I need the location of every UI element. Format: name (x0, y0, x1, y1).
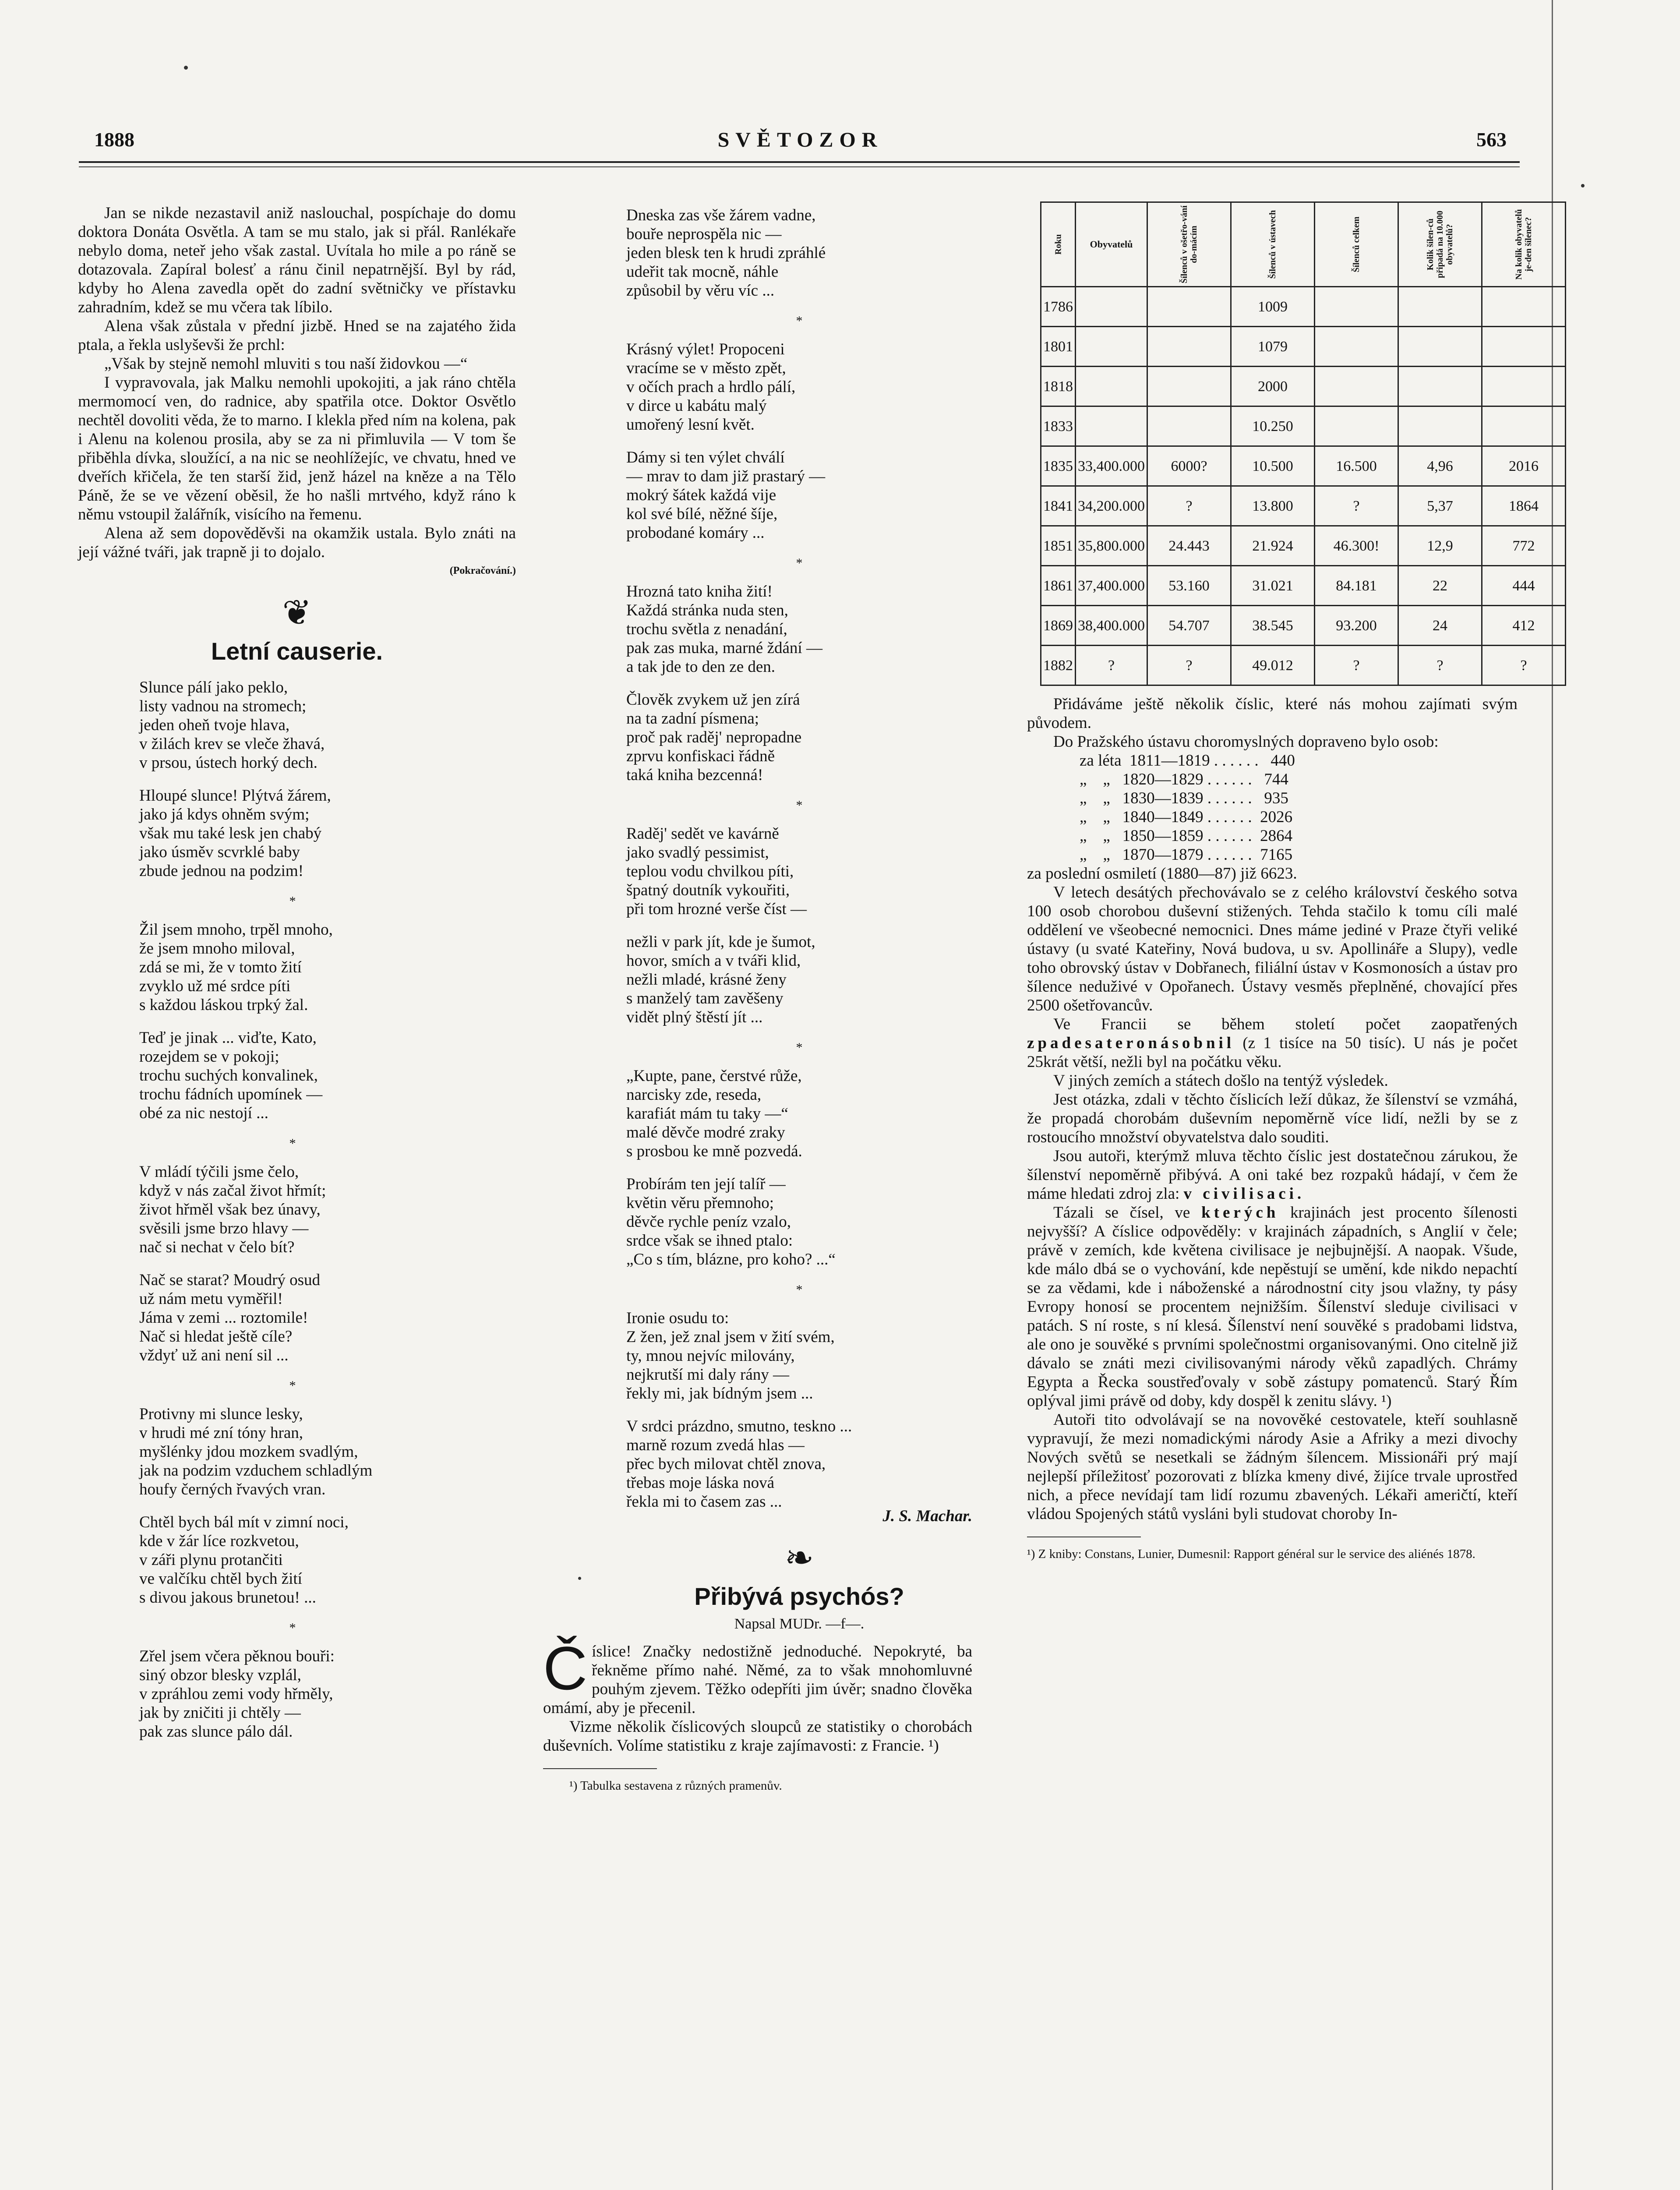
verse-line: ve valčíku chtěl bych žití (139, 1570, 302, 1588)
verse-line: zdá se mi, že v tomto žití (139, 958, 302, 976)
table-cell (1147, 327, 1231, 367)
verse-line: Teď je jinak ... viďte, Kato, (139, 1029, 317, 1047)
table-cell: 46.300! (1315, 526, 1398, 566)
verse-line: nač si nechat v čelo bít? (139, 1238, 295, 1256)
verse-line: ty, mnou nejvíc milovány, (626, 1347, 795, 1365)
table-row (1041, 406, 1566, 446)
table-cell: 6000? (1147, 446, 1231, 486)
verse-line: jako svadlý pessimist, (626, 844, 769, 862)
drop-cap: Č (543, 1634, 588, 1703)
causerie-title: Letní causerie. (211, 637, 383, 665)
verse-line: trochu světla z nenadání, (626, 620, 787, 638)
stanza (626, 1067, 972, 1161)
verse-line: probodané komáry ... (626, 524, 765, 542)
stanza (626, 1309, 972, 1403)
article-paragraph: Ve Francii se během století počet zaopatřených zpadesateronásobnil (z 1 tisíce na 50 tisíc). U nás je počet 25krát větší, nežli byl na počátku věku. (1027, 1015, 1518, 1071)
asterisk-divider: * (289, 894, 296, 908)
verse-line: už nám metu vyměřil! (139, 1290, 283, 1308)
verse-line: Z žen, jež znal jsem v žití svém, (626, 1328, 835, 1346)
stanza (626, 933, 972, 1027)
verse-line: umořený lesní květ. (626, 416, 755, 434)
table-cell (1315, 367, 1398, 406)
stanza (626, 206, 972, 300)
table-cell: 93.200 (1315, 606, 1398, 646)
verse-line: trochu fádních upomínek — (139, 1085, 323, 1103)
table-cell (1482, 367, 1566, 406)
verse-line: a tak jde to den ze den. (626, 658, 776, 676)
verse-line: Hrozná tato kniha žití! (626, 583, 773, 600)
verse-line: V mládí týčili jsme čelo, (139, 1163, 299, 1181)
table-cell: 2016 (1482, 446, 1566, 486)
article-intro (543, 1634, 972, 1717)
column-header: Šílenců v ošetřo-vání do-mácím (1147, 202, 1231, 287)
table-cell: ? (1482, 646, 1566, 685)
table-cell (1147, 367, 1231, 406)
table-cell: 31.021 (1231, 566, 1315, 606)
table-cell: 444 (1482, 566, 1566, 606)
verse-line: bouře neprospěla nic — (626, 225, 782, 243)
asterisk-divider: * (289, 1378, 296, 1393)
article-paragraph: V letech desátých přechovávalo se z celého království českého sotva 100 osob chorobou duševní stižených. Tehda stačilo k tomu cíli malé oddělení ve všeobecné nemocnici. Dnes máme jediné v Praze čtyři veliké ústavy (u svaté Kateřiny, Nová budova, u sv. Apollináře a Slupy), vedle toho obrovský ústav v Dobřanech, filiální ústav v Kosmonosích a ústav pro šílence neduživé v Opořanech. Ústavy vesměs přeplněné, chovající přes 2500 ošetřovancův. (1027, 883, 1518, 1014)
verse-line: pak zas slunce pálo dál. (139, 1723, 293, 1741)
verse-line: obé za nic nestojí ... (139, 1104, 268, 1122)
verse-line: Krásný výlet! Propoceni (626, 340, 785, 358)
verse-line: Nač se starat? Moudrý osud (139, 1271, 321, 1289)
verse-line: při tom hrozné verše číst — (626, 900, 807, 918)
verse-line: v prsou, ústech horký dech. (139, 754, 318, 772)
table-cell: ? (1147, 646, 1231, 685)
table-cell: 10.250 (1231, 406, 1315, 446)
verse-line: srdce však se ihned ptalo: (626, 1232, 793, 1250)
table-cell (1076, 327, 1147, 367)
verse-line: kol své bílé, něžné šíje, (626, 505, 778, 523)
article-paragraph: V jiných zemích a státech došlo na tentýž výsledek. (1053, 1072, 1388, 1090)
verse-line: řekly mi, jak bídným jsem ... (626, 1385, 813, 1402)
column-1 (78, 204, 516, 1755)
verse-line: myšlénky jdou mozkem svadlým, (139, 1443, 358, 1461)
column-header: Na kolik obyvatelů je-den šílenec? (1482, 202, 1566, 287)
verse-line: nežli v park jít, kde je šumot, (626, 933, 815, 951)
stanza (139, 1162, 516, 1257)
list-item: za léta 1811—1819 . . . . . . 440 (1080, 752, 1295, 770)
verse-line: mokrý šátek každá vije (626, 486, 776, 504)
verse-line: Zřel jsem včera pěknou bouři: (139, 1647, 335, 1665)
article-paragraph: Jest otázka, zdali v těchto číslicích leží důkaz, že šílenství se vzmáhá, že propadá chorobám duševním nepoměrně více lidí, nežli by se z rostoucího množství obyvatelstva dalo souditi. (1027, 1091, 1518, 1146)
story-paragraph: Alena však zůstala v přední jizbě. Hned se na zajatého žida ptala, a řekla uslyševši že prchl: (78, 317, 516, 354)
verse-line: s divou jakous brunetou! ... (139, 1589, 316, 1607)
footnote: ¹) Tabulka sestavena z různých pramenův. (569, 1779, 782, 1793)
verse-line: listy vadnou na stromech; (139, 697, 307, 715)
verse-line: Hloupé slunce! Plýtvá žárem, (139, 787, 331, 805)
verse-line: přec bych milovat chtěl znova, (626, 1455, 826, 1473)
table-cell (1398, 367, 1482, 406)
speck (578, 1577, 581, 1580)
verse-line: v žilách krev se vleče žhavá, (139, 735, 325, 753)
list-item: za poslední osmiletí (1880—87) již 6623. (1027, 865, 1297, 883)
header-year: 1888 (94, 128, 134, 151)
stanza (139, 920, 516, 1014)
verse-line: v záři plynu protančiti (139, 1551, 283, 1569)
stanza (139, 786, 516, 880)
column-header: Roku (1041, 202, 1076, 287)
table-cell: 1801 (1041, 327, 1076, 367)
verse-line: marně rozum zvedá hlas — (626, 1436, 805, 1454)
footnote-rule (543, 1768, 657, 1769)
admission-list (1080, 751, 1518, 864)
verse-line: Nač si hledat ještě cíle? (139, 1328, 293, 1346)
verse-line: v očích prach a hrdlo pálí, (626, 378, 796, 396)
stanza (626, 824, 972, 918)
verse-line: v zpráhlou zemi vody hřměly, (139, 1685, 333, 1703)
article-title: Přibývá psychós? (694, 1582, 904, 1610)
asterisk-divider: * (796, 798, 803, 812)
verse-line: Každá stránka nuda sten, (626, 601, 788, 619)
intro-text: íslice! Značky nedostižně jednoduché. Nepokryté, ba řekněme přímo nahé. Němé, za to však mnohomluvné pouhým zjevem. Těžko odepříti jim úvěr; snadno člověka omámí, aby je přecenil. (543, 1642, 972, 1717)
header-rule-thin (79, 166, 1520, 167)
table-header-row (1041, 202, 1566, 287)
verse-line: zprvu konfiskaci řádně (626, 747, 775, 765)
verse-line: siný obzor blesky vzplál, (139, 1666, 301, 1684)
verse-line: jako úsměv scvrklé baby (139, 843, 300, 861)
table-cell: 12,9 (1398, 526, 1482, 566)
table-cell (1076, 406, 1147, 446)
verse-line: svěsili jsme brzo hlavy — (139, 1219, 309, 1237)
table-cell: 1835 (1041, 446, 1076, 486)
article-paragraph: Jsou autoři, kterýmž mluva těchto číslic jest dostatečnou zárukou, že šílenství nepoměrně přibývá. A oni také bez rozpaků hádají, v čem že máme hledati zdroj zla: v civilisaci. (1027, 1147, 1518, 1203)
verse-line: Ironie osudu to: (626, 1309, 729, 1327)
story-paragraph: I vypravovala, jak Malku nemohli upokojiti, a jak ráno chtěla mermomocí ven, do radnice, aby spatřila otce. Doktor Osvětlo nechtěl dovoliti věda, že to marno. I klekla před ním na kolena, pak i Alenu na kolenou prosila, aby se za ni přimluvila — V tom še přiběhla dívka, sloužící, a na nic se neohlížejíc, ve chvatu, hned ve dveřích křičela, že ten starší žid, jenž házel na kněze a na Tělo Páně, že se ve vězení oběsil, že ho našli mrtvého, když ráno k němu vstoupil žalářník, visícího na řemenu. (78, 374, 516, 523)
table-cell (1147, 406, 1231, 446)
table-cell: ? (1147, 486, 1231, 526)
column-header: Obyvatelů (1076, 202, 1147, 287)
table-cell: 1882 (1041, 646, 1076, 685)
table-cell: 53.160 (1147, 566, 1231, 606)
table-cell: 34,200.000 (1076, 486, 1147, 526)
column-2 (543, 206, 972, 1794)
poem (78, 678, 516, 1741)
verse-line: „Kupte, pane, čerstvé růže, (626, 1067, 802, 1085)
table-cell: 772 (1482, 526, 1566, 566)
asterisk-divider: * (796, 314, 803, 328)
table-cell: 1786 (1041, 287, 1076, 327)
table-row (1041, 367, 1566, 406)
verse-line: vracíme se v město zpět, (626, 359, 786, 377)
verse-line: houfy černých řvavých vran. (139, 1480, 326, 1498)
speck (184, 66, 188, 70)
asterisk-divider: * (796, 556, 803, 570)
table-cell: ? (1398, 646, 1482, 685)
table-cell (1482, 327, 1566, 367)
verse-line: V srdci prázdno, smutno, teskno ... (626, 1417, 852, 1435)
table-cell: 35,800.000 (1076, 526, 1147, 566)
table-row (1041, 566, 1566, 606)
page-number: 563 (1476, 128, 1507, 151)
table-cell: 1079 (1231, 327, 1315, 367)
table-cell: 1869 (1041, 606, 1076, 646)
verse-line: Probírám ten její talíř — (626, 1175, 786, 1193)
stanza (626, 1175, 972, 1269)
verse-line: Člověk zvykem už jen zírá (626, 691, 800, 709)
verse-line: s prosbou ke mně pozvedá. (626, 1142, 802, 1160)
stanza (139, 1028, 516, 1123)
table-cell: 2000 (1231, 367, 1315, 406)
verse-line: jeden blesk ten k hrudi zpráhlé (626, 244, 826, 262)
table-cell: 1861 (1041, 566, 1076, 606)
table-cell: 49.012 (1231, 646, 1315, 685)
stanza (626, 582, 972, 676)
table-cell: ? (1315, 646, 1398, 685)
table-cell: 4,96 (1398, 446, 1482, 486)
stanza (139, 678, 516, 772)
verse-line: — mrav to dam již prastarý — (626, 467, 826, 485)
table-cell (1482, 406, 1566, 446)
verse-line: jak by zničiti ji chtěly — (139, 1704, 301, 1722)
verse-line: Dneska zas vše žárem vadne, (626, 206, 816, 224)
stanza (139, 1405, 516, 1499)
running-header (94, 128, 1507, 154)
verse-line: „Co s tím, blázne, pro koho? ...“ (626, 1250, 836, 1268)
table-cell (1147, 287, 1231, 327)
verse-line: jak na podzim vzduchem schladlým (139, 1462, 373, 1480)
poem-signature: J. S. Machar. (882, 1507, 972, 1525)
header-rule (79, 161, 1520, 163)
verse-line: s každou láskou trpký žal. (139, 996, 308, 1014)
table-cell: 38.545 (1231, 606, 1315, 646)
footnote: ¹) Z kniby: Constans, Lunier, Dumesnil: Rapport général sur le service des aliénés 1878. (1027, 1547, 1475, 1561)
header-title: SVĚTOZOR (717, 128, 883, 152)
table-cell: 16.500 (1315, 446, 1398, 486)
verse-line: udeřit tak mocně, náhle (626, 263, 779, 281)
story-paragraph: Jan se nikde nezastavil aniž naslouchal, pospíchaje do domu doktora Donáta Osvětla. A tam se mu stalo, jak si přál. Ranlékaře nebylo doma, neteř jeho však zastal. Uvítala ho mile a po ráně se dotazovala. Zapíral bolesť a ránu činil nepatrnější. Byl by rád, kdyby ho Alena zavedla opět do zadní světničky ve přístavku zahradním, kdež se mu včera tak líbilo. (78, 204, 516, 316)
article-paragraph: Přidáváme ještě několik číslic, které nás mohou zajímati svým původem. (1027, 695, 1518, 732)
verse-line: Dámy si ten výlet chválí (626, 449, 785, 466)
table-cell (1076, 287, 1147, 327)
table-row (1041, 646, 1566, 685)
verse-line: zbude jednou na podzim! (139, 862, 304, 880)
story-paragraph: Alena až sem dopověděvši na okamžik ustala. Bylo znáti na její vážné tváři, jak trapně ji to dojalo. (78, 524, 516, 561)
verse-line: proč pak raděj' nepropadne (626, 728, 802, 746)
verse-line: způsobil by věru víc ... (626, 282, 775, 300)
list-item: „ „ 1840—1849 . . . . . . 2026 (1080, 808, 1293, 826)
asterisk-divider: * (289, 1621, 296, 1635)
verse-line: nejkrutší mi daly rány — (626, 1366, 789, 1384)
asterisk-divider: * (796, 1040, 803, 1055)
table-cell: 1009 (1231, 287, 1315, 327)
asterisk-divider: * (289, 1136, 296, 1151)
column-header: Kolik šílen-ců připadá na 10.000 obyvatelů? (1398, 202, 1482, 287)
verse-line: hovor, smích a v tváři klid, (626, 952, 801, 970)
table-cell: ? (1315, 486, 1398, 526)
table-cell: 33,400.000 (1076, 446, 1147, 486)
table-cell (1076, 367, 1147, 406)
column-header: Šílenců celkem (1315, 202, 1398, 287)
verse-line: narcisky zde, reseda, (626, 1086, 762, 1104)
ornament-icon: ❦ (282, 594, 312, 632)
verse-line: v dirce u kabátu malý (626, 397, 767, 415)
verse-line: Žil jsem mnoho, trpěl mnoho, (139, 921, 333, 939)
verse-line: na ta zadní písmena; (626, 710, 759, 728)
table-cell: 37,400.000 (1076, 566, 1147, 606)
verse-line: řekla mi to časem zas ... (626, 1493, 782, 1511)
stanza (139, 1513, 516, 1607)
stanza (626, 690, 972, 784)
verse-line: karafiát mám tu taky —“ (626, 1105, 788, 1123)
table-cell (1482, 287, 1566, 327)
article-paragraph: Do Pražského ústavu choromyslných dopraveno bylo osob: (1053, 733, 1439, 751)
verse-line: v hrudi mé zní tóny hran, (139, 1424, 304, 1442)
list-item: „ „ 1850—1859 . . . . . . 2864 (1080, 827, 1293, 845)
verse-line: taká kniha bezcenná! (626, 766, 763, 784)
continued-note: (Pokračování.) (449, 565, 516, 576)
list-item: „ „ 1820—1829 . . . . . . 744 (1080, 770, 1288, 788)
verse-line: pak zas muka, marné ždání — (626, 639, 822, 657)
table-cell: 1841 (1041, 486, 1076, 526)
verse-line: Jáma v zemi ... roztomile! (139, 1309, 308, 1327)
verse-line: rozejdem se v pokoji; (139, 1048, 279, 1066)
table-cell (1315, 406, 1398, 446)
stanza (626, 340, 972, 434)
verse-line: kde v žár líce rozkvetou, (139, 1532, 299, 1550)
stanza (139, 1271, 516, 1365)
article-paragraph: Vizme několik číslicových sloupců ze statistiky o chorobách duševních. Volíme statistiku z kraje zajímavosti: z Francie. ¹) (543, 1718, 972, 1755)
asterisk-divider: * (796, 1282, 803, 1297)
article-paragraph: Autoři tito odvolávají se na novověké cestovatele, kteří souhlasně vypravují, že mezi nomadickými národy Asie a Afriky a mezi divochy Nových světů se nesetkali se žádným šílencem. Missionáři prý mají nejlepší příležitosť pozorovati z blízka kmeny divé, žijíce trvale uprostřed nich, a přece nevídají tam lidí rozumu zbavených. Lékaři američtí, kteří vládou Spojených států vysláni byli studovat choroby In- (1027, 1411, 1518, 1523)
column-3 (1027, 201, 1539, 1562)
table-cell: 24.443 (1147, 526, 1231, 566)
table-cell: 1818 (1041, 367, 1076, 406)
ornament-icon: ❧ (784, 1539, 814, 1578)
verse-line: život hřměl však bez únavy, (139, 1201, 321, 1219)
verse-line: děvče rychle peníz vzalo, (626, 1213, 791, 1231)
table-cell: 1833 (1041, 406, 1076, 446)
verse-line: že jsem mnoho miloval, (139, 940, 295, 957)
table-cell: 13.800 (1231, 486, 1315, 526)
table-cell (1315, 287, 1398, 327)
speck (1581, 184, 1585, 187)
table-cell: ? (1076, 646, 1147, 685)
verse-line: vždyť už ani není sil ... (139, 1346, 289, 1364)
table-cell: 412 (1482, 606, 1566, 646)
column-header: Šílenců v ústavech (1231, 202, 1315, 287)
article-byline: Napsal MUDr. —f—. (734, 1616, 865, 1632)
table-cell: 24 (1398, 606, 1482, 646)
table-cell: 21.924 (1231, 526, 1315, 566)
table-cell: 22 (1398, 566, 1482, 606)
verse-line: Protivny mi slunce lesky, (139, 1405, 303, 1423)
table-row (1041, 606, 1566, 646)
stanza (626, 1417, 972, 1511)
statistics-table (1040, 201, 1566, 686)
verse-line: květin věru přemnoho; (626, 1194, 774, 1212)
table-row (1041, 327, 1566, 367)
table-cell: 1851 (1041, 526, 1076, 566)
verse-line: teplou vodu chvilkou píti, (626, 862, 794, 880)
table-cell: 38,400.000 (1076, 606, 1147, 646)
verse-line: Slunce pálí jako peklo, (139, 678, 288, 696)
table-cell (1398, 327, 1482, 367)
table-cell (1398, 287, 1482, 327)
table-row (1041, 446, 1566, 486)
verse-line: třebas moje láska nová (626, 1474, 775, 1492)
table-cell: 1864 (1482, 486, 1566, 526)
verse-line: jako já kdys ohněm svým; (139, 805, 310, 823)
table-row (1041, 526, 1566, 566)
table-row (1041, 486, 1566, 526)
stanza (626, 448, 972, 542)
table-cell (1398, 406, 1482, 446)
table-cell: 54.707 (1147, 606, 1231, 646)
verse-line: malé děvče modré zraky (626, 1123, 785, 1141)
table-row (1041, 287, 1566, 327)
story-paragraph: „Však by stejně nemohl mluviti s tou naší židovkou —“ (104, 355, 468, 373)
stanza (139, 1647, 516, 1741)
list-item: „ „ 1830—1839 . . . . . . 935 (1080, 789, 1288, 807)
table-cell: 5,37 (1398, 486, 1482, 526)
verse-line: vidět plný štěstí jít ... (626, 1008, 763, 1026)
verse-line: zvyklo už mé srdce píti (139, 977, 291, 995)
verse-line: špatný doutník vykouřiti, (626, 881, 790, 899)
verse-line: když v nás začal život hřmít; (139, 1182, 326, 1200)
verse-line: s manželý tam zavěšeny (626, 989, 784, 1007)
table-cell: 84.181 (1315, 566, 1398, 606)
verse-line: nežli mladé, krásné ženy (626, 971, 787, 989)
verse-line: jeden oheň tvoje hlava, (139, 716, 290, 734)
verse-line: Chtěl bych bál mít v zimní noci, (139, 1513, 349, 1531)
list-item: „ „ 1870—1879 . . . . . . 7165 (1080, 846, 1293, 864)
verse-line: však mu také lesk jen chabý (139, 824, 322, 842)
table-cell (1315, 327, 1398, 367)
verse-line: Raděj' sedět ve kavárně (626, 825, 779, 843)
article-paragraph: Tázali se čísel, ve kterých krajinách jest procento šílenosti nejvyšší? A číslice odpověděly: v krajinách západních, s Anglií v čele; právě v zemích, kde květena civilisace je nejbujnější. A naopak. Všude, kde málo dbá se o vychování, kde nepěstují se umění, kde nikdo nepachtí se za vědami, kde i náboženské a národnostní city jsou vlažny, ty pásy Evropy honosí se procentem nejnižším. Šílenství sleduje civilisaci v patách. S ní roste, s ní klesá. Šílenství není souvěké s pradobami lidstva, ale ono je souvěké s prvními společnostmi organisovanými. Ono citelně již dávalo se znáti mezi civilisovanými národy věků zapadlých. Chrámy Egypta a Řecka soustřeďovaly v sobě zástupy pomatenců. Starý Řím oplýval jimi právě od doby, kdy dospěl k zenitu slávy. ¹) (1027, 1204, 1518, 1410)
verse-line: trochu suchých konvalinek, (139, 1067, 318, 1084)
table-cell: 10.500 (1231, 446, 1315, 486)
